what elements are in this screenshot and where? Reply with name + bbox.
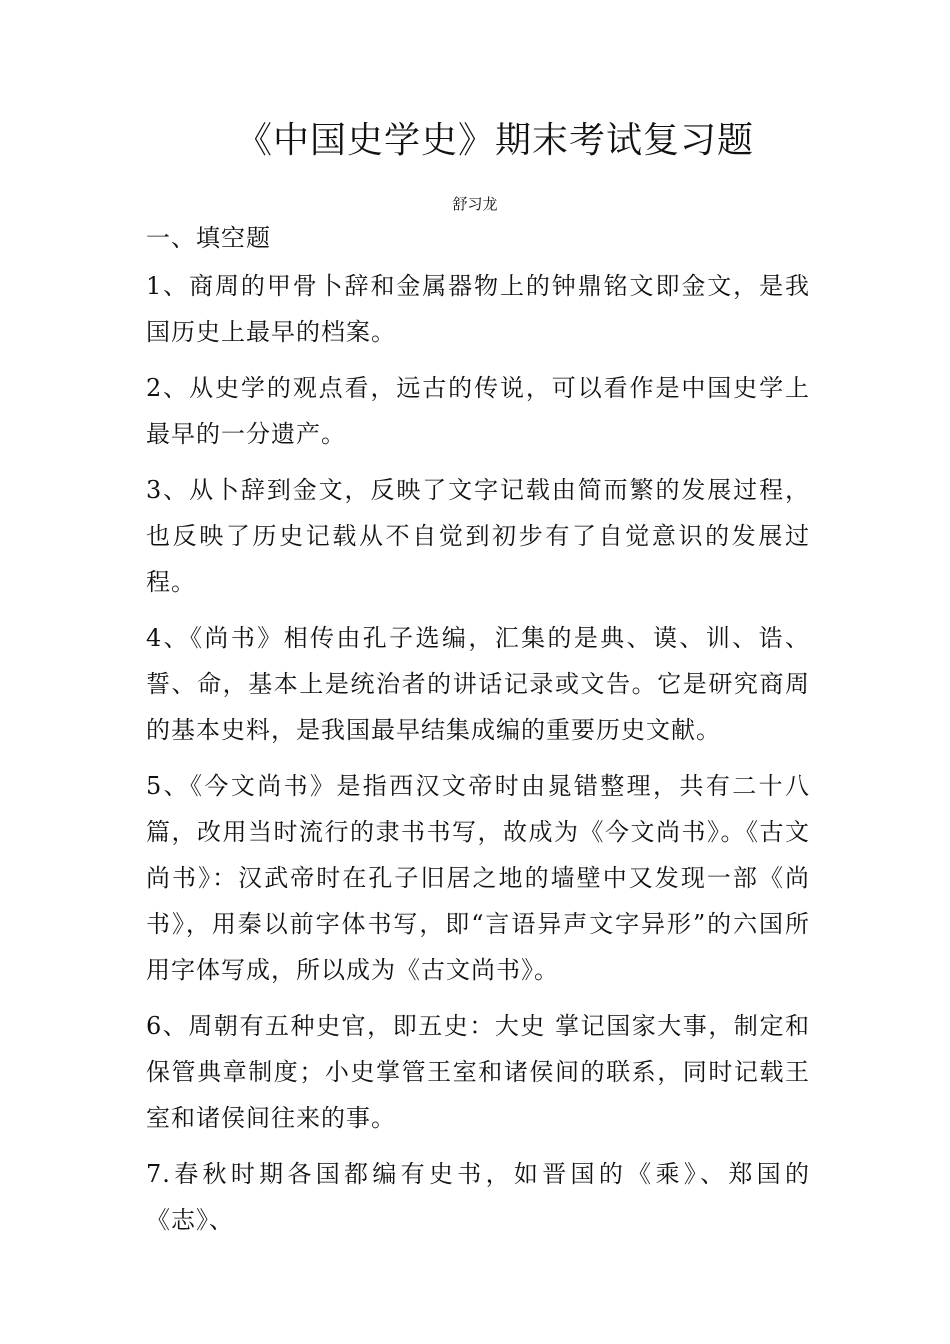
section-heading: 一、填空题 xyxy=(146,224,271,252)
paragraph-5: 5、《今文尚书》是指西汉文帝时由晁错整理，共有二十八篇，改用当时流行的隶书书写，故成为《今文尚书》。《古文尚书》：汉武帝时在孔子旧居之地的墙壁中又发现一部《尚书》，用秦以前字体书写，即“言语异声文字异形”的六国所用字体写成，所以成为《古文尚书》。 xyxy=(146,772,810,984)
document-body xyxy=(146,263,810,1253)
paragraph-3: 3、从卜辞到金文，反映了文字记载由简而繁的发展过程，也反映了历史记载从不自觉到初步有了自觉意识的发展过程。 xyxy=(146,476,810,596)
paragraph-7: 7.春秋时期各国都编有史书，如晋国的《乘》、郑国的《志》、 xyxy=(146,1160,810,1234)
paragraph-1: 1、商周的甲骨卜辞和金属器物上的钟鼎铭文即金文，是我国历史上最早的档案。 xyxy=(146,272,810,346)
document-title: 《中国史学史》期末考试复习题 xyxy=(235,120,754,161)
paragraph-4: 4、《尚书》相传由孔子选编，汇集的是典、谟、训、诰、誓、命，基本上是统治者的讲话记录或文告。它是研究商周的基本史料，是我国最早结集成编的重要历史文献。 xyxy=(146,624,810,744)
document-author: 舒习龙 xyxy=(452,195,498,213)
paragraph-6: 6、周朝有五种史官，即五史：大史 掌记国家大事，制定和保管典章制度；小史掌管王室和诸侯间的联系，同时记载王室和诸侯间往来的事。 xyxy=(146,1012,810,1132)
paragraph-2: 2、从史学的观点看，远古的传说，可以看作是中国史学上最早的一分遗产。 xyxy=(146,374,810,448)
